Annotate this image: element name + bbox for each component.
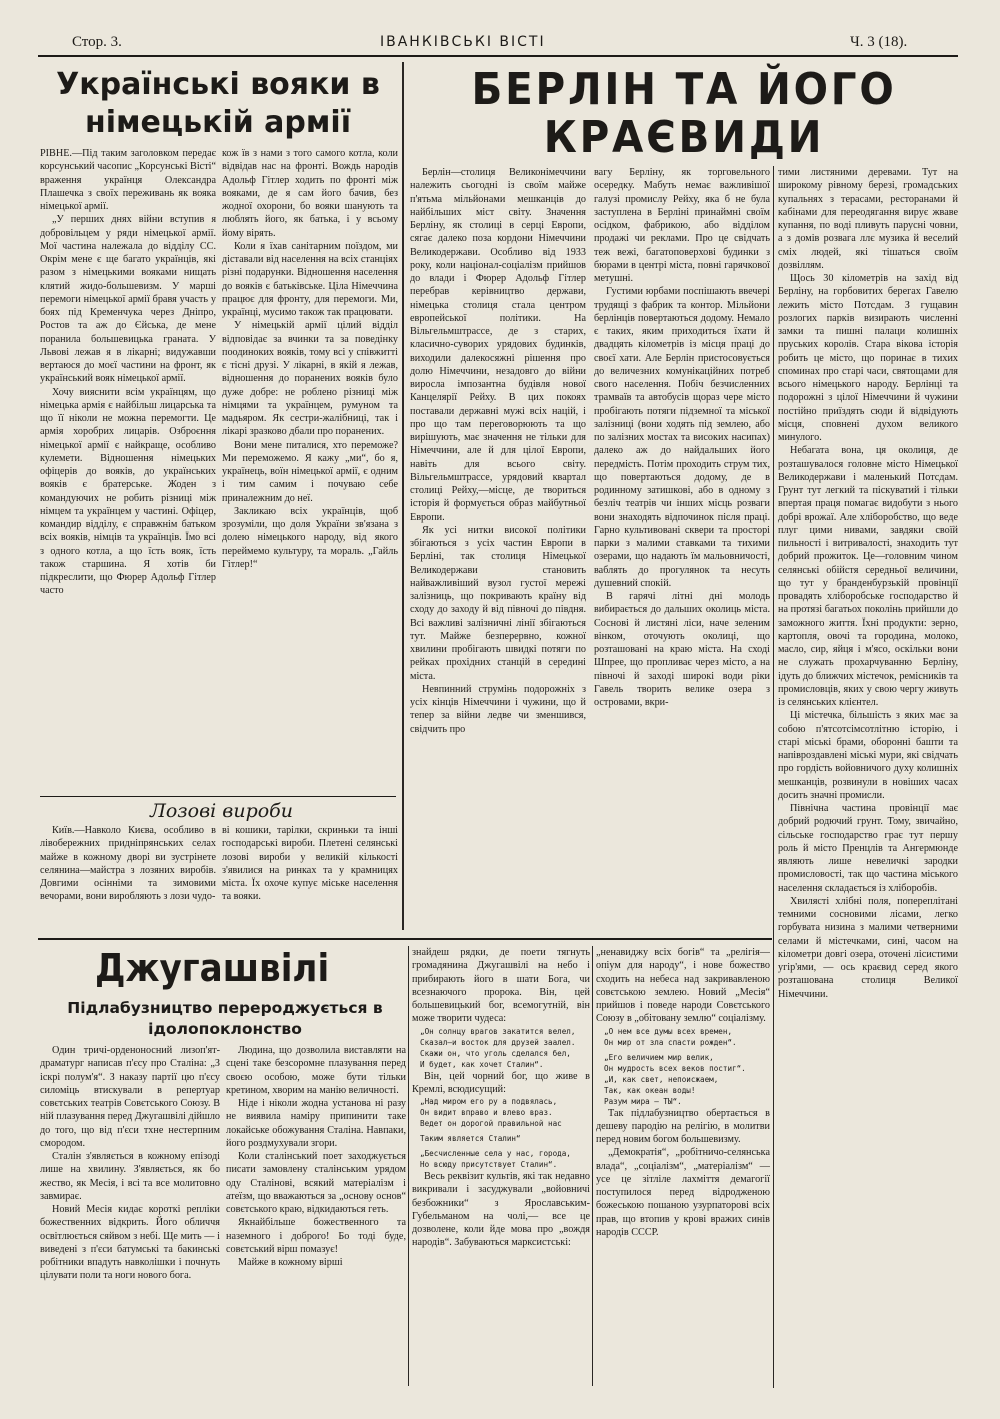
poem-line: Он мир от зла спасти рожден“. [604, 1037, 737, 1047]
article4-col3 [412, 946, 590, 1386]
article2-col2 [222, 824, 398, 930]
article4-p: знайдеш рядки, де поети тягнуть громадянина Джугашвілі на небо і прибирають його в шати Бога, чи всезнаючого пророка. Він, цей большевицький бог, всемогутній, він може творити чудеса: [412, 947, 590, 1025]
column-divider-lower-2 [592, 946, 593, 1386]
poem-line: „Его величием мир велик, [604, 1052, 714, 1062]
article1-p: У німецькій армії цілий відділ відповідає за вчинки та за поведінку поодиноких вояків, тому всі у співжитті є тісні друзі. У лікарні, в якій я лежав, відношення до поранених вояків було дуже добре: не роблено різниці між німцями та українцем, румуном та мадьяром. Як сестри-жалібниці, так і лікарі зразково дбали про поранених. [222, 320, 398, 438]
article4-p: Весь реквізит культів, які так недавно викривали і засуджували „войовничі безбожники“ з Ярославським-Губельманом на чолі,— все це дозволене, коли йде мова про „вождя народів“. Забуваються марксистські: [412, 1171, 590, 1249]
article4-subtitle-line1: Підлабузництво перероджується в [67, 999, 383, 1017]
poem-line: Сказал—и восток для друзей заалел. [420, 1037, 576, 1047]
poem-line: Таким является Сталин“ [420, 1134, 521, 1143]
article1-p: „У перших днях війни вступив я добровільцем у ряди німецької армії. Мої частина належала до відділу СС. Окрім мене є ще багато українців, які разом з німецькими вояками нищать клятий жидо-большевизм. У марші перемоги німецької армії бравя участь у боях під Кременчука через Дніпро, Ростов та аж до Єйська, де мене поранила большевицька граната. У Львові лежав я в лікарні; видужавши вертаюся до моєї частини на фронт, як український вояк німецької армії. [40, 214, 216, 385]
article2-col1 [40, 824, 216, 930]
article4-p: Один тричі-орденоносний лизоп'ят-драматург написав п'єсу про Сталіна: „З іскрі полум'я“. З наказу партії цю п'єсу силоміць втискували в репертуар совєтських театрів Совєтського Союзу. В ній плазування перед Джугашвілі дійшло до того, що від п'єси тхне нестерпним смородом. [40, 1045, 220, 1149]
article3-p: тими листяними деревами. Тут на широкому рівному березі, громадських купальнях з терасами, ресторанами й кабінами для переодягання вирує жваве купання, по воді пливуть парусні човни, а з домів розвага ллє музика й веселий сміх людей, які тішаться своїм дозвіллям. [778, 167, 958, 271]
poem-line: Он мудрость всех веков постиг“. [604, 1063, 746, 1073]
article3-title-line1: БЕРЛІН ТА ЙОГО [471, 64, 897, 115]
article3-col2 [594, 166, 770, 934]
poem-line: И будет, как хочет Сталин“. [420, 1059, 544, 1069]
poem-quote-2 [420, 1096, 590, 1170]
article1-title-line2: німецькій армії [84, 105, 351, 140]
poem-line: Скажи он, что уголь сделался бел, [420, 1048, 571, 1058]
article3-p: Ці містечка, більшість з яких має за собою п'ятсотсімсотлітню історію, і старі міські брами, оборонні башти та напівроздавлені міські мури, які свідчать про гордість войовничого духу колишніх мешканців, розвинули в новіших часах досить значні промисли. [778, 710, 958, 801]
article4-p: Так підлабузництво обертається в дешеву пародію на релігію, в молитви перед новим богом большевизму. [596, 1107, 770, 1145]
article3-p: Берлін—столиця Великонімеччини належить сьогодні із своїм майже п'ятьма мільйонами мешканців до найбільших міст світу. Значення Берліну, як столиці в серці Европи, сягає далеко поза кордони Німеччини Великодержави. Особливо від 1933 року, коли націонал-соціалізм прийшов до влади і Фюрер Адольф Гітлер перебрав керівництво держави, німецька столиця стала центром европейської політики. На Вільгельмштрассе, де з старих, класично-суворих урядових будинків, виходили далекосяжні рішення про долю Німеччини, незадовго до війни виросла імпозантна будівля нової Канцелярії Рейху. В цих покоях поставали державні мужі всіх націй, і про що там переговорюють та що вирішують, має значення не тільки для Німеччини, але й для цілої Европи, навіть для всього світу. Вільгельмштрассе, урядовий квартал столиці Рейху,—місце, де твориться історія й формується образ майбутньої Европи. [410, 167, 586, 523]
section-divider [38, 938, 772, 940]
article1-p: Закликаю всіх українців, щоб зрозуміли, що доля України зв'язана з долею німецького народу, від якого переймемо культуру, та мораль. „Гайль Гітлер!“ [222, 505, 398, 570]
article1-title [40, 66, 396, 142]
article3-p: Хвилясті хлібні поля, попереплітані темними сосновими лісами, легко горбувата низина з малими четверними селами й містечками, сині, часом на кілометри довгі озера, оточені лісистими угір'ями, — ось краєвид серед якого розташована столиця Великої Німеччини. [778, 895, 958, 1000]
column-divider-berlin-right [773, 166, 774, 1388]
article4-p: Людина, що дозволила виставляти на сцені таке безсоромне плазування перед своєю особою, може бути тільки кретином, хворим на манію величності. [226, 1045, 406, 1096]
poem-line: „Он солнцу врагов закатится велел, [420, 1026, 576, 1036]
article2-title: Лозові вироби [150, 800, 294, 822]
article4-p: Коли сталінський поет заходжується писати замовлену сталінським урядом оду Сталінові, всякий матеріалізм і атеїзм, що вважаються за „основу основ“ совєтського краю, відкидаються геть. [226, 1151, 406, 1215]
article4-p: „ненавиджу всіх богів“ та „релігія—опіум для народу“, і нове божество сходить на небеса над закривавленою совєтською землею. Новий „Месія“ прийшов і поведе народи Совєтського Союзу в „обітовану землю“ соціалізму. [596, 947, 770, 1025]
poem-line: Он видит вправо и влево враз. [420, 1108, 553, 1117]
poem-line: „И, как свет, непоисжаем, [604, 1074, 719, 1084]
poem-line: Но всюду присутствует Сталин“. [420, 1160, 558, 1169]
poem-line: „Бесчисленные села у нас, города, [420, 1149, 571, 1158]
article3-p: Північна частина провінції має добрий родючий грунт. Тому, звичайно, сільське господарство грає тут першу роль й місто Пренцлів та Ангермюнде являють лише невеличкі зародки промисловості, так що частина міського населення складається із хліборобів. [778, 803, 958, 894]
article1-p: Хочу вияснити всім українцям, що німецька армія є найбільш лицарська та що її ніколи не можна перемогти. Це армія хоробрих лицарів. Озброєння німецької армії є найкраще, особливо кулемети. Відношення німецьких офіцерів до вояків, до українських вояків є братерське. Жоден з командуючих не робить різниці між німцем та українцем у частині. Офіцер, командир відділу, є справжнім батьком всіх вояків, німців та українців. Їмо всі з одного котла, а що їсть вояк, їсть також старшина. Я хотів би підкреслити, що Фюрер Адольф Гітлер часто [40, 386, 216, 597]
article4-col1 [40, 1044, 220, 1384]
article1-p: Вони мене питалися, хто переможе? Ми переможемо. Я кажу „ми“, бо я, українець, воїн німецької армії, є одним і тим самим і почуваю себе приналежним до неї. [222, 439, 398, 504]
article3-p: Невпинний струмінь подорожніх з усіх кінців Німеччини і чужини, що й тепер за війни ледве чи зменшився, свідчить про [410, 683, 586, 735]
poem-line: Ведет он дорогой правильной нас [420, 1119, 562, 1128]
article4-p: „Демократія“, „робітничо-селянська влада“, „соціалізм“, „матеріалізм“ — усе це зітліле лахміття демагогії поступилося перед відродженою божеською пошаною узурпаторові всіх прав, що втопив у крові вражих синів народів СССР. [596, 1147, 770, 1238]
article4-subtitle [40, 998, 410, 1040]
poem-line: „О нем все думы всех времен, [604, 1026, 733, 1036]
article4-p: Майже в кожному вірші [238, 1257, 343, 1268]
article1-title-line1: Українські вояки в [56, 67, 380, 102]
poem-quote-1 [420, 1026, 590, 1070]
article4-p: Новий Месія кидає короткі репліки божественних відкрить. Його обличчя освітлюється сяйвом з небі. Ще мить — і виведені з п'єси батумські та бакинські робітники впадуть навколішки і почнуть цілувати поли та ноги нового бога. [40, 1204, 220, 1282]
article1-p: кож їв з нами з того самого котла, коли відвідав нас на фронті. Вождь народів Адольф Гітлер ходить по фронті між вояками, де я сам його бачив, без жодної охорони, бо вояки шанують та люблять його, як батька, і у всьому йому вірять. [222, 148, 398, 239]
article3-p: Як усі нитки високої політики збігаються з усіх частин Европи в Берліні, так столиця Німецької Великодержави становить найважливіший вузол густої мережі залізниць, що покривають країну від сходу до заходу й від півночі до півдня. Всі важливі залізничні лінії збігаються тут. Майже безперервно, кожної хвилини пробігають швидкі потяги по рейках прохідних станцій в середині міста. [410, 524, 586, 682]
poem-line: Разум мира — ТЫ“. [604, 1096, 682, 1106]
article3-p: Щось 30 кілометрів на захід від Берліну, на горбовитих берегах Гавелю лежить місто Потсдам. З гущавин розлогих парків визирають численні замки та пишні палаци колишніх пруських королів. Стара вікова історія робить це місто, що поринає в тихих споминах про старі часи, святощами для всього німецького народу. Берлінці та подорожні з цілої Німеччини й чужини постійно приїздять сюди й відвідують місця, сповнені духом великого минулого. [778, 273, 958, 443]
poem-line: „Над миром его ру а подвялась, [420, 1097, 558, 1106]
article2-p: ві кошики, тарілки, скриньки та інші господарські вироби. Плетені селянські лозові вироби у великій кількості з'явилися на ринках та у крамницях міста. Їх охоче купує міське населення та вояки. [222, 825, 398, 903]
article3-title [410, 66, 958, 162]
column-divider-lower [408, 946, 409, 1386]
poem-quote-3 [604, 1026, 770, 1107]
header-rule [38, 55, 958, 57]
issue-number: Ч. 3 (18). [850, 34, 908, 50]
article1-col1 [40, 147, 216, 790]
article3-col3 [778, 166, 958, 1388]
article3-p: Небагата вона, ця околиця, де розташувалося головне місто Німецької Великодержави і маленький Потсдам. Грунт тут легкий та піскуватий і тільки впертая праця помагає видобути з нього добрі врожаї. Але хліборобство, що веде плуг цими нивами, завдяки своїй пильності і витривалості, знаходить тут добрий прожиток. Це—головним чином селянські обійстя середньої величини, що тут у бранденбурзькій провінції провадять хліборобське господарство й на протязі багатьох поколінь прийшли до заможного життя. Їхні продукти: зерно, картопля, овочі та городина, молоко, масло, сир, яйця і м'ясо, оскільки вони не служать прохарчуванню Берліну, ідуть до ближчих містечок, ремісників та промисловців, яких у свою чергу живуть із селянських клієнтел. [778, 445, 958, 708]
article3-p: Густими юрбами поспішають ввечері трудящі з фабрик та контор. Мільйони берлінців повертаються додому. Немало є таких, яким приходиться їхати й двадцять кілометрів із місця праці до своєї хати. Але Берлін пристосовується до величезних комунікаційних потреб свого населення. Побіч безчисленних трамваїв та автобусів щораз чере місто пробігають потяги підземної та міської залізниці (вони ходять під землею, або по залізних мостах та високих насипах) далеко аж до найдальших його передмість. Потім проходить струм тих, що повертаються додому, де в родинному затишкові, або в одному з безліч театрів чи інших місць розваги вони знаходять відпочинок після праці. Гарно культивовані сквери та просторі парки з малими ставками та тихими озерами, що надають їм мальовничості, ваблять до прогулянок та несуть душевний спокій. [594, 286, 770, 589]
newspaper-title: ІВАНКІВСЬКІ ВІСТІ [380, 34, 546, 50]
article4-p: Якнайбільше божественного та наземного і доброго! Бо тоді буде, совєтський вірш помазує! [226, 1217, 406, 1255]
article4-p: Він, цей чорний бог, що живе в Кремлі, всюдисущий: [412, 1070, 590, 1095]
article1-col2 [222, 147, 398, 790]
article1-p: Коли я їхав санітарним поїздом, ми діставали від населення на всіх станціях різні подарунки. Відношення населення до вояків є батьківське. Ціла Німеччина працює для фронту, для перемоги. Ми, українці, мусимо також так працювати. [222, 240, 398, 318]
column-divider-1 [402, 62, 404, 930]
article3-col1 [410, 166, 586, 934]
article2-p: Київ.—Навколо Києва, особливо в лівобережних придніпрянських селах майже в кожному дворі ви зустрінете селянина—майстра з лозяних виробів. Довгими осінніми та зимовими вечорами, вони виробляють з лози чудо- [40, 825, 216, 903]
page-number: Стор. 3. [72, 34, 122, 50]
article3-p: вагу Берліну, як торговельного осередку. Мабуть немає важливішої галузі промислу Рейху, яка б не була заступлена в Берліні принаймні своїм осідком, фабрикою, або відділом продажі чи реклами. Про це свідчать теж вежі, багатоповерхові будинки з бюрами в центрі міста, повні гарячкової метушні. [594, 167, 770, 284]
article4-title: Джугашвілі [95, 946, 330, 990]
article4-subtitle-line2: ідолопоклонство [148, 1020, 302, 1038]
article1-p: РІВНЕ.—Під таким заголовком передає корсунський часопис „Корсунські Вісті“ враження українця Олександра Плашечка з своїх переживань як вояка німецької армії. [40, 148, 216, 212]
poem-line: Так, как океан воды! [604, 1085, 696, 1095]
article3-title-line2: КРАЄВИДИ [543, 112, 825, 163]
article4-p: Сталін з'являється в кожному епізоді лише на хвилину. З'являється, як бо жество, як Месія, і всі та все молитовно завмирає. [40, 1151, 220, 1202]
article4-col4 [596, 946, 770, 1386]
article3-p: В гарячі літні дні молодь вибирається до дальших околиць міста. Соснові й листяні ліси, наче зеленим вінком, оточують околиці, що розташовані на краю міста. На сході Шпрее, що пропливає через місто, а на півночі й заході широкі води ріки Гавель творить велике озера з островами, вкри- [594, 591, 770, 708]
article4-col2 [226, 1044, 406, 1384]
article4-p: Ніде і ніколи жодна установа ні разу не виявила наміру припинити таке локайське обожування Сталіна. Навпаки, його роздмухували згори. [226, 1098, 406, 1149]
article1-divider [40, 796, 396, 797]
